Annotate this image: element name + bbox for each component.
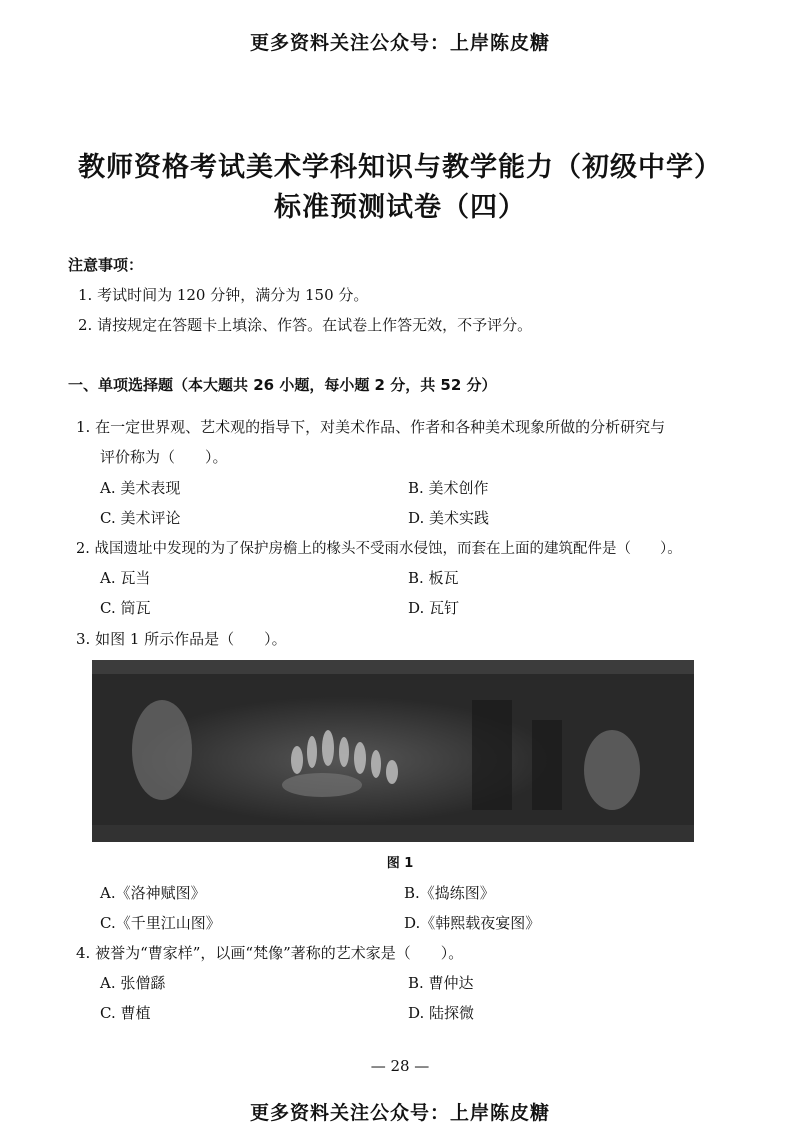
figure-1-caption: 图 1: [386, 856, 414, 871]
question-2-option-b: B. 板瓦: [408, 569, 459, 587]
question-1-stem-line-1: 1. 在一定世界观、艺术观的指导下，对美术作品、作者和各种美术现象所做的分析研究与: [76, 418, 666, 436]
question-2-stem: 2. 战国遗址中发现的为了保护房檐上的椽头不受雨水侵蚀，而套在上面的建筑配件是（ ）。: [76, 541, 682, 557]
question-4-option-b: B. 曹仲达: [408, 974, 474, 992]
painting-image: [92, 660, 694, 842]
bottom-banner: 更多资料关注公众号：上岸陈皮糖: [249, 1102, 550, 1124]
question-3-stem: 3. 如图 1 所示作品是（ ）。: [76, 630, 287, 648]
figure-1-painting: [92, 660, 694, 842]
exam-title-line-2: 标准预测试卷（四）: [274, 192, 526, 223]
question-1-option-b: B. 美术创作: [408, 479, 489, 497]
section-heading: 一、单项选择题（本大题共 26 小题，每小题 2 分，共 52 分）: [68, 376, 497, 394]
question-2-option-d: D. 瓦钉: [408, 599, 460, 617]
question-3-option-b: B.《捣练图》: [404, 884, 495, 902]
notice-item-2: 2. 请按规定在答题卡上填涂、作答。在试卷上作答无效，不予评分。: [78, 316, 533, 334]
question-1-option-c: C. 美术评论: [100, 509, 181, 527]
page-number: — 28 —: [370, 1057, 430, 1075]
top-banner: 更多资料关注公众号：上岸陈皮糖: [249, 32, 550, 54]
question-1-option-a: A. 美术表现: [100, 479, 181, 497]
notice-heading: 注意事项：: [68, 256, 144, 274]
question-3-option-c: C.《千里江山图》: [100, 914, 221, 932]
exam-title-line-1: 教师资格考试美术学科知识与教学能力（初级中学）: [78, 152, 722, 183]
question-3-option-d: D.《韩熙载夜宴图》: [404, 914, 541, 932]
question-2-option-a: A. 瓦当: [100, 569, 151, 587]
question-1-option-d: D. 美术实践: [408, 509, 490, 527]
question-2-option-c: C. 筒瓦: [100, 599, 151, 617]
question-4-stem: 4. 被誉为“曹家样”，以画“梵像”著称的艺术家是（ ）。: [76, 944, 464, 962]
question-4-option-c: C. 曹植: [100, 1004, 151, 1022]
question-1-stem-line-2: 评价称为（ ）。: [100, 448, 228, 466]
question-3-option-a: A.《洛神赋图》: [100, 884, 206, 902]
question-4-option-d: D. 陆探微: [408, 1004, 475, 1022]
question-4-option-a: A. 张僧繇: [100, 974, 166, 992]
notice-item-1: 1. 考试时间为 120 分钟，满分为 150 分。: [78, 286, 369, 304]
